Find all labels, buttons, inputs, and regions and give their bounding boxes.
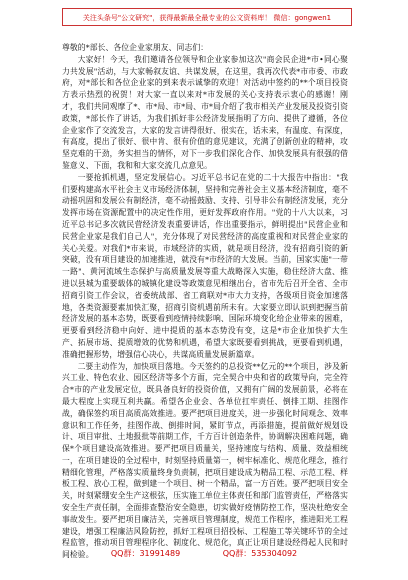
footer <box>0 548 408 562</box>
paragraph-section-1: 一要抢抓机遇，坚定发展信心。习近平总书记在党的二十大报告中指出："我们要构建高水平社会主义市场经济体制，坚持和完善社会主义基本经济制度，毫不动摇巩固和发展公有制经济，毫不动摇鼓励、支持、引导非公有制经济发展，充分发挥市场在资源配置中的决定性作用，更好发挥政府作用。"党的十八大以来，习近平总书记多次就民营经济发表重要讲话，作出重要指示，鲜明提出"民营企业和民营企业家是我们自己人"，充分体现了对民营经济的高度重视和对民营企业家的关心关爱。对我们*市来说，市域经济的实质，就是项目经济，没有招商引资的新突破，没有项目建设的加速推进，就没有*市经济的大发展。当前，国家实施"一带一路"、黄河流域生态保护与高质量发展等重大战略深入实施，稳住经济大盘、推进以县城为重要载体的城镇化建设等政策意见相继出台，省市先后召开全省、全市招商引资工作会议，省委统战部、省工商联对*市大力支持，各级项目资金加速落地，各类资源要素加快汇聚，招商引资机遇前所未有。大家要立即认识到把握当前经济发展的基本态势，既要看到疫情持续影响、国际环境变化给企业带来的困难，更要看到经济稳中向好、进中提质的基本态势没有变，这是*市企业加快扩大生产、拓展市场、提质增效的优势和机遇，希望大家既要看到挑战，更要看到机遇，准确把握形势，增强信心决心，共谋高质量发展新篇章。 <box>62 172 348 359</box>
paragraph-intro: 大家好！今天，我们邀请各位领导和企业家参加这次"商会民企进*市•同心聚力共发展"活动，与大家畅叙友谊、共谋发展，在这里，我再次代表*市市委、市政府，对*部长和各位企业家的到来表示诚挚的欢迎！对活动中签约的**个项目投资方表示热烈的祝贺！对大家一直以来对*市发展的关心支持表示衷心的感谢！刚才，我们共同观摩了*、市*局、市*局、市*局介绍了我市相关产业发展及投资引资政策，*部长作了讲话，为我们抓好非公经济发展指明了方向、提供了遵循，各位企业家作了交流发言，大家的发言讲得很好、很实在，话未来，有温度、有深度，有高度，提出了很好、很中肯、很有价值的意见建议，充满了创新创业的精神，攻坚克难的干劲，务实担当的情怀，对下一步我们深化合作、加快发展具有很强的借鉴意义、下面，我和和大家交流几点意见。 <box>62 54 348 170</box>
document-body <box>62 42 348 561</box>
salutation: 尊敬的*部长、各位企业家朋友、同志们： <box>62 43 209 52</box>
footer-qq-group-1: QQ群：31991489 <box>110 549 181 558</box>
footer-qq-group-2: QQ群：535304092 <box>222 549 298 558</box>
header-banner: 关注头条号"公文研究"，获得最新最全最专业的公文资料库！ 微信：gongwen1 <box>62 8 352 26</box>
paragraph-section-2: 二要主动作为，加快项目落地。今天签约的总投资**亿元的**个项目，涉及新兴工业、特色农业、园区经济等多个方面，完全契合中央和省的政策导向，完全符合*市的产业发展定位，既具备良好的投资价值，又拥有广阔的发展前景，必将在最大程度上实现互利共赢。希望各企业会、各单位扛牢责任、倒排工期、挂图作战，确保签约项目高质高效推进。要严把项目进度关，进一步强化时间观念、效率意识和工作任务，挂图作战、倒排时间，紧盯节点，再添措施，提前做好规划设计、项目审批、土地报批等前期工作，千方百计创造条件，协调解决困难问题，确保*个项目建设高效推进。要严把项目质量关，坚持速度与结构、质量、效益相统一，在项目建设的全过程中，时刻坚持质量第一，树牢标准化、规范化理念，推行精细化管理，严格落实质量终身负责制，把项目建设成为精品工程、示范工程、样板工程、放心工程，做到建一个项目、树一个精品，富一方百姓。要严把项目安全关，时刻紧绷安全生产这根弦，压实施工单位主体责任和部门监管责任，严格落实安全生产责任制，全面排查整治安全隐患，切实做好疫情防控工作，坚决杜绝安全事故发生。要严把项目廉洁关，完善项目管理制度，规范工作程序，推进阳光工程建设，增强工程廉洁风险防控，抓好工程项目招投标、工程施工等关键环节的全过程监管，推动项目管理程序化、制度化、规范化，真正让项目建设经得起人民和时间检验。 <box>62 361 348 560</box>
